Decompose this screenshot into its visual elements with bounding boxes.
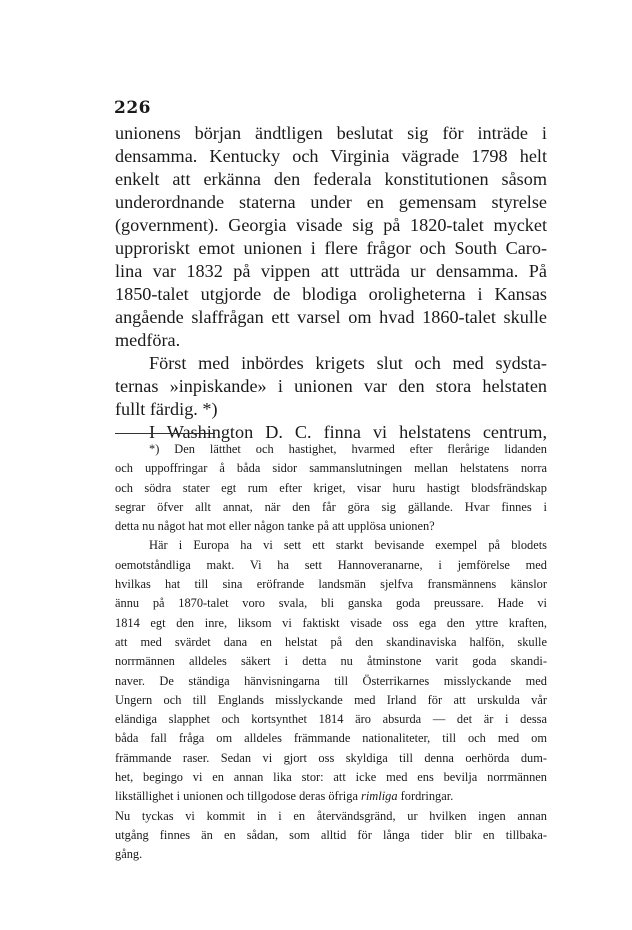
footnote-line: oemotståndliga makt. Vi ha sett Hannoveranarne, i jemförelse med <box>115 557 547 572</box>
footnote-line: *) Den lätthet och hastighet, hvarmed efter flerårige lidanden <box>149 442 547 456</box>
footnote-line: Här i Europa ha vi sett ett starkt bevisande exempel på blodets <box>149 538 547 553</box>
footnote-text: fordringar. <box>397 789 454 804</box>
text-line: lina var 1832 på vippen att utträda ur densamma. På <box>115 261 547 281</box>
text-line: Först med inbördes krigets slut och med sydsta- <box>149 353 547 373</box>
text-line: unionens början ändtligen beslutat sig för inträde i <box>115 123 547 143</box>
text-line: angående slaffrågan ett varsel om hvad 1860-talet skulle <box>115 307 547 327</box>
text-line: enkelt att erkänna den federala konstitutionen såsom <box>115 169 547 189</box>
text-line: ternas »inpiskande» i unionen var den stora helstaten <box>115 376 547 396</box>
text-line: densamma. Kentucky och Virginia vägrade 1798 helt <box>115 146 547 166</box>
footnote-text: likställighet i unionen och tillgodose deras öfriga <box>115 789 362 804</box>
text-line: (government). Georgia visade sig på 1820-talet mycket <box>115 215 547 235</box>
footnote-line: detta nu något hat mot eller någon tanke på att upplösa unionen? <box>115 519 435 534</box>
footnote-line: gång. <box>115 847 143 862</box>
text-line: 1850-talet utgjorde de blodiga oroligheterna i Kansas <box>115 284 547 304</box>
footnote-line: och uppoffringar å båda sidor sammanslutningen mellan helstatens norra <box>115 461 547 476</box>
footnote-line <box>115 787 547 806</box>
footnote-line: het, begingo vi en annan lika stor: att icke med ens bevilja norrmännen <box>115 770 547 785</box>
footnote-line: främmande raser. Sedan vi gjort oss skyldiga till denna oerhörda dum- <box>115 750 547 765</box>
footnote-line: att med svärdet dana en helstat på den skandinaviska halfön, skulle <box>115 634 547 649</box>
footnote-divider <box>115 433 215 434</box>
footnote-line: hvilkas hat till sina eröfrande landsmän sjelfva fransmännens känslor <box>115 577 547 592</box>
footnote-line: norrmännen alldeles säkert i detta nu åtminstone varit goda skandi- <box>115 654 547 669</box>
footnote-italic-word: rimliga <box>361 789 398 804</box>
footnote-line: ännu på 1870-talet voro svala, bli ganska goda preussare. Hade vi <box>115 596 547 611</box>
page-number: 226 <box>114 98 151 118</box>
footnote-line: 1814 egt den inre, liksom vi faktiskt visade oss ega den yttre kraften, <box>115 615 547 630</box>
text-line: fullt färdig. *) <box>115 399 218 419</box>
footnote-line: segrar öfver allt annat, när den får göra sig gällande. Hvar finnes i <box>115 499 547 514</box>
main-text <box>115 122 547 444</box>
text-line: I Washington D. C. finna vi helstatens centrum, <box>149 422 547 442</box>
footnote-line: naver. De ständiga hänvisningarna till Österrikarnes misslyckande med <box>115 673 547 688</box>
footnote <box>115 440 547 865</box>
text-line: upproriskt emot unionen i flere frågor och South Caro- <box>115 238 547 258</box>
footnote-line: båda fall fråga om alldeles främmande nationaliteter, till och med om <box>115 731 547 746</box>
footnote-line: och södra stater egt rum efter kriget, visar huru hastigt blodsfrändskap <box>115 480 547 495</box>
text-line: medföra. <box>115 330 181 350</box>
text-line: underordnande staterna under en gemensam styrelse <box>115 192 547 212</box>
footnote-line: Nu tyckas vi kommit in i en återvändsgränd, ur hvilken ingen annan <box>115 808 547 823</box>
footnote-line: utgång finnes än en sådan, som alltid för långa tider blir en tillbaka- <box>115 827 547 842</box>
footnote-line: eländiga slapphet och kortsynthet 1814 äro absurda — det är i dessa <box>115 712 547 727</box>
footnote-line: Ungern och till Englands misslyckande med Irland för att urskulda vår <box>115 692 547 707</box>
